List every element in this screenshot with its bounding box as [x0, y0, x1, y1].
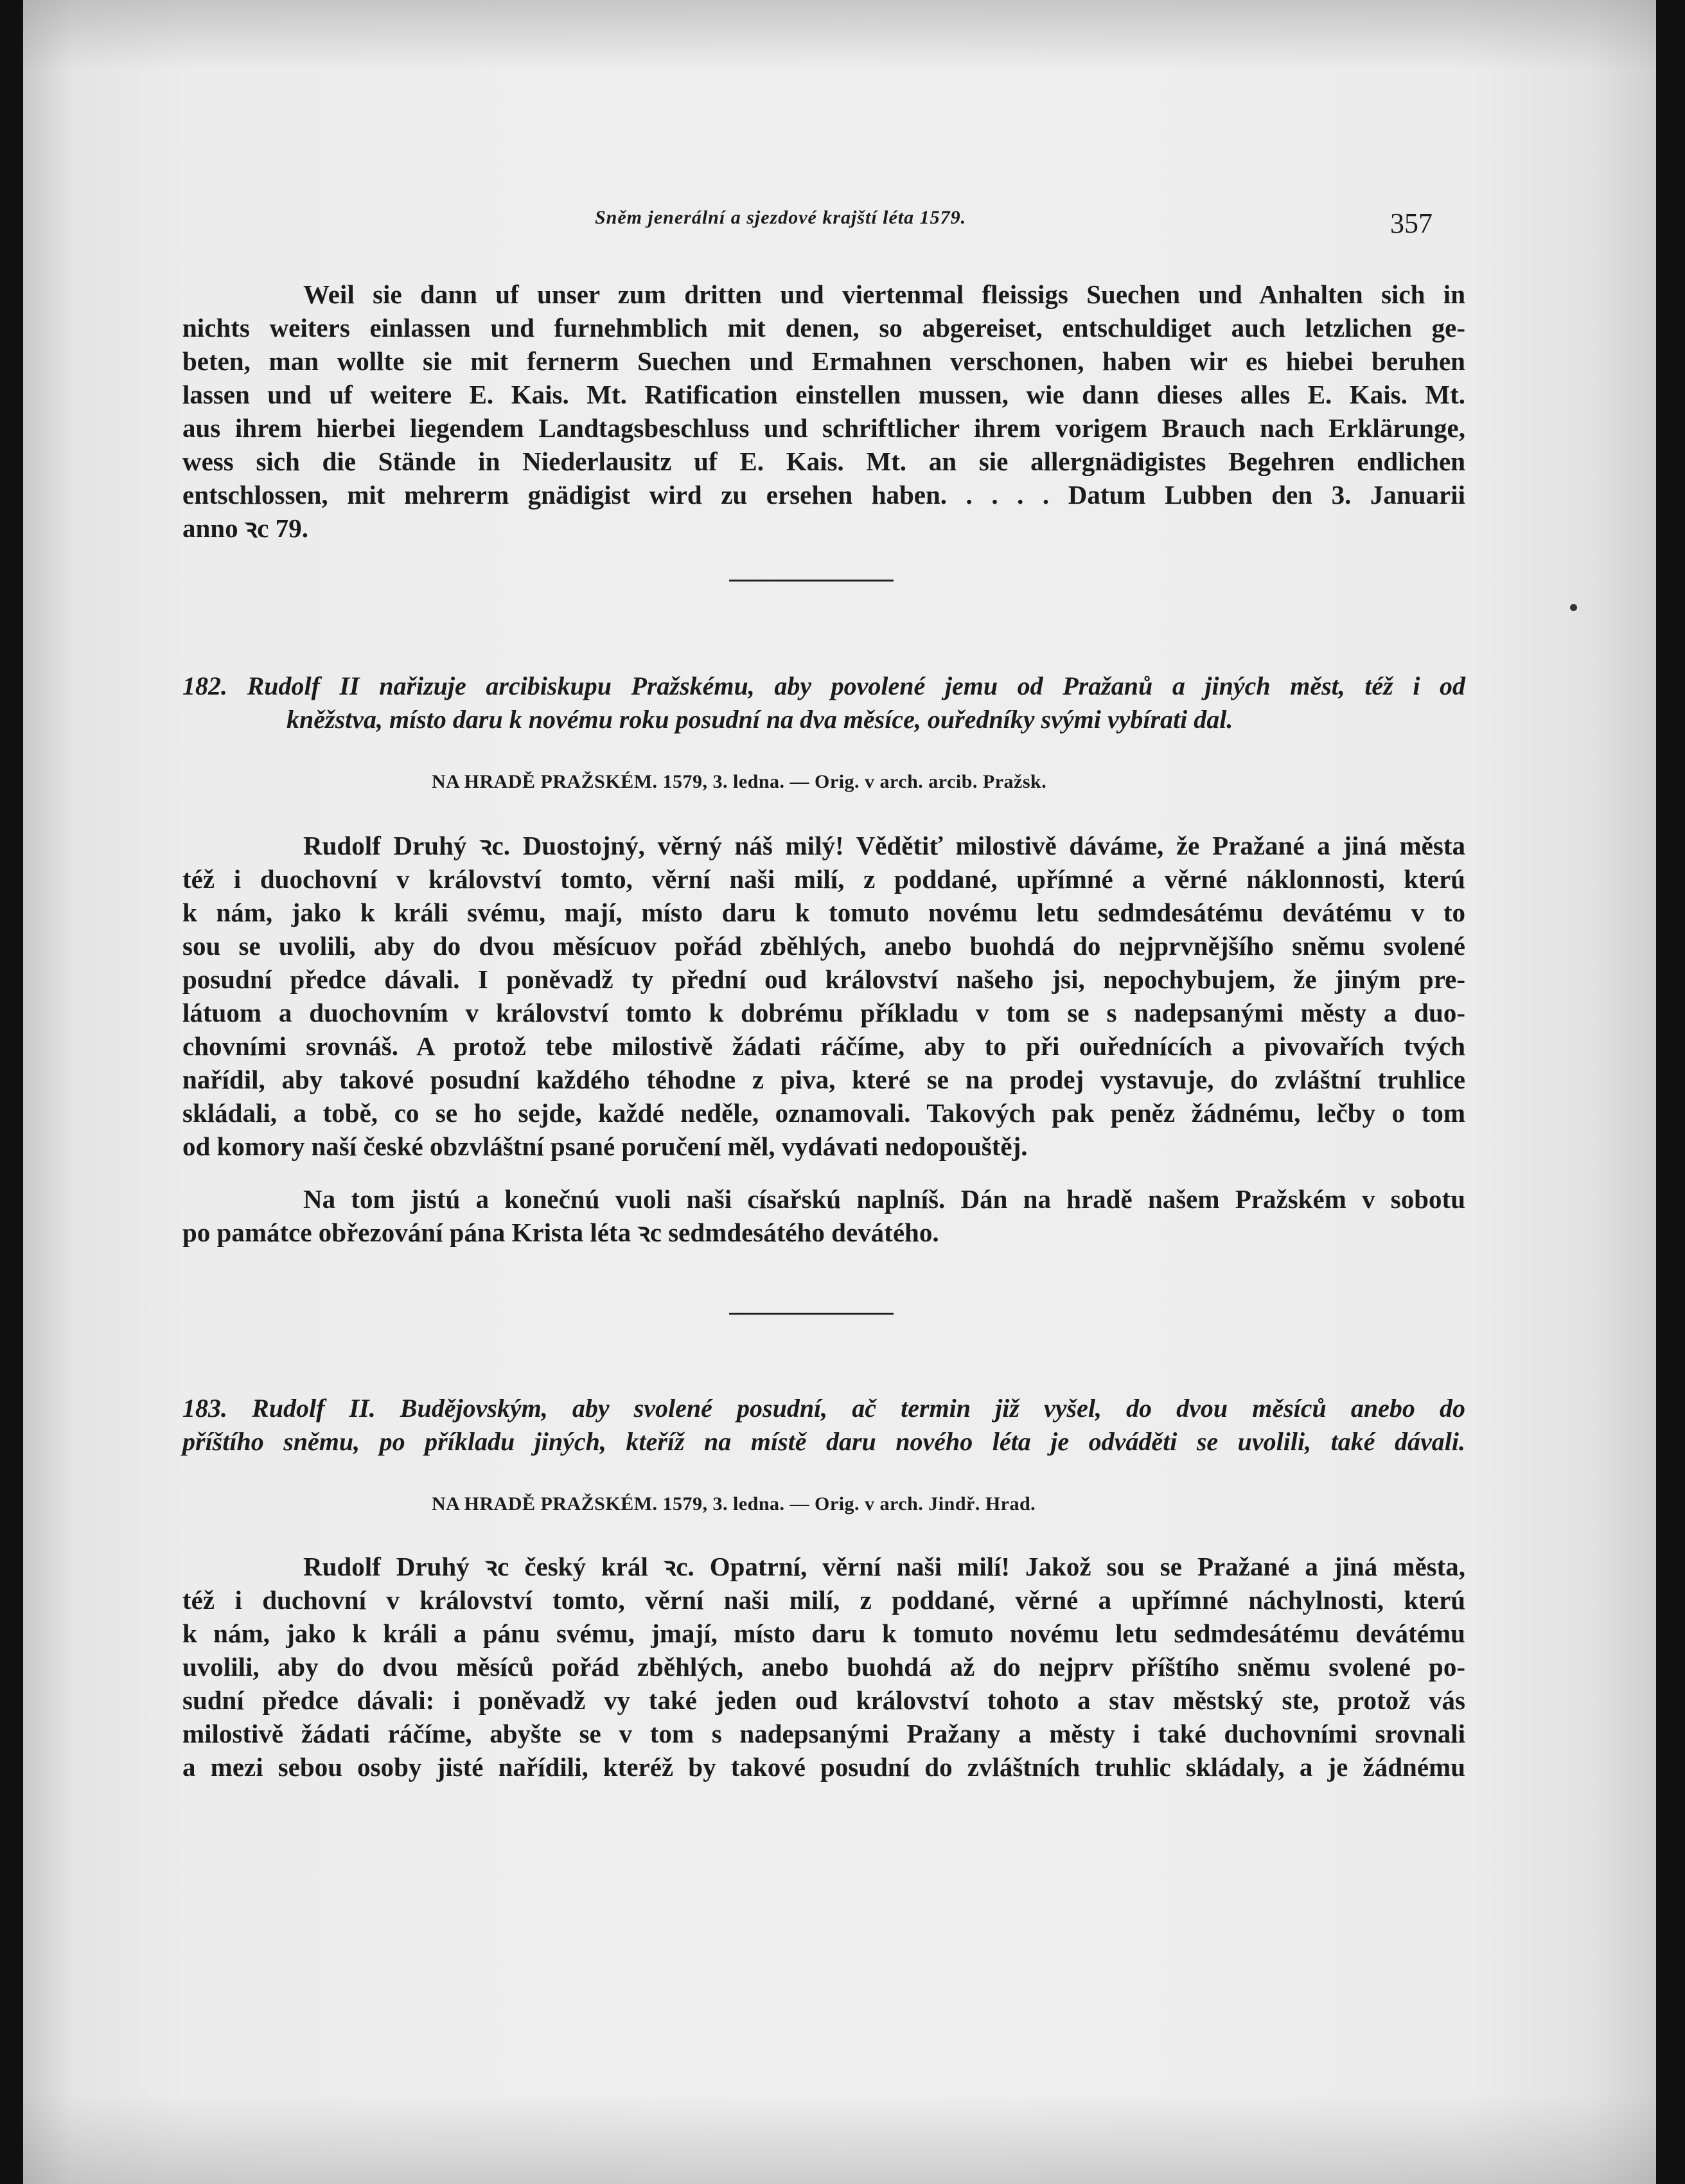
text-line: posudní předce dávali. I poněvadž ty přední oud království našeho jsi, nepochybujem, že jiným pre- [182, 964, 1465, 994]
text-line: chovními srovnáš. A protož tebe milostivě žádati ráčíme, aby to při ouřednících a pivovařích tvých [182, 1031, 1465, 1061]
document-182-body [182, 829, 1465, 1163]
text-line: od komory naší české obzvláštní psané poručení měl, vydávati nedopouštěj. [182, 1132, 1028, 1161]
text-line: Rudolf Druhý ꝛc český král ꝛc. Opatrní, věrní naši milí! Jakož sou se Pražané a jiná města, [303, 1552, 1465, 1581]
text-line: sou se uvolili, aby do dvou měsícuov pořád zběhlých, anebo buohdá do nejprvnějšího sněmu svolené [182, 931, 1465, 961]
document-182-source: NA HRADĚ PRAŽSKÉM. 1579, 3. ledna. — Orig. v arch. arcib. Pražsk. [432, 771, 1047, 792]
text-line: látuom a duochovním v království tomto k dobrému příkladu v tom se s nadepsanými městy a duo- [182, 998, 1465, 1027]
text-line: nichts weiters einlassen und furnehmblich mit denen, so abgereiset, entschuldiget auch letzlichen ge- [182, 313, 1465, 342]
text-line: též i duochovní v království tomto, věrní naši milí, z poddané, upřímné a věrné náklonnosti, kterú [182, 864, 1465, 894]
scan-speck [1570, 604, 1577, 611]
text-line: beten, man wollte sie mit fernerm Suechen und Ermahnen verschonen, haben wir es hiebei beruhen [182, 346, 1465, 376]
text-line: Na tom jistú a konečnú vuoli naši císařskú naplníš. Dán na hradě našem Pražském v sobotu [303, 1184, 1465, 1214]
document-183-source: NA HRADĚ PRAŽSKÉM. 1579, 3. ledna. — Orig. v arch. Jindř. Hrad. [432, 1493, 1036, 1514]
text-line: uvolili, aby do dvou měsíců pořád zběhlých, anebo buohdá až do nejprv příštího sněmu svolené po- [182, 1652, 1465, 1682]
text-line: Weil sie dann uf unser zum dritten und viertenmal fleissigs Suechen und Anhalten sich in [303, 280, 1465, 309]
document-183-body [182, 1550, 1465, 1784]
heading-line: kněžstva, místo daru k novému roku posudní na dva měsíce, ouředníky svými vybírati dal. [287, 705, 1233, 734]
text-line: wess sich die Stände in Niederlausitz uf E. Kais. Mt. an sie allergnädigistes Begehren endlichen [182, 447, 1465, 476]
text-line: anno ꝛc 79. [182, 513, 308, 543]
heading-line: příštího sněmu, po příkladu jiných, kteříž na místě daru nového léta je odváděti se uvolili, také dávali. [182, 1427, 1465, 1456]
section-divider [729, 1313, 894, 1315]
text-line: sudní předce dávali: i poněvadž vy také jeden oud království tohoto a stav městský ste, protož vás [182, 1685, 1465, 1715]
document-183-heading [182, 1392, 1465, 1459]
text-line: entschlossen, mit mehrerm gnädigist wird zu ersehen haben. . . . . Datum Lubben den 3. Januarii [182, 480, 1465, 510]
german-letter-paragraph [182, 278, 1465, 545]
scan-shadow-top [23, 0, 1656, 71]
running-header: Sněm jenerální a sjezdové krajští léta 1579. [595, 207, 967, 228]
text-line: též i duchovní v království tomto, věrní naši milí, z poddané, věrné a upřímné náchylnosti, kterú [182, 1585, 1465, 1615]
text-line: nařídil, aby takové posudní každého téhodne z piva, které se na prodej vystavuje, do zvláštní truhlice [182, 1065, 1465, 1094]
document-182-heading [182, 670, 1465, 736]
document-182-closing [182, 1182, 1465, 1249]
scan-shadow-bottom [23, 2094, 1656, 2184]
text-line: milostivě žádati ráčíme, abyšte se v tom s nadepsanými Pražany a městy i také duchovními srovnali [182, 1719, 1465, 1748]
text-line: skládali, a tobě, co se ho sejde, každé neděle, oznamovali. Takových pak peněz žádnému, lečby o tom [182, 1098, 1465, 1128]
text-line: k nám, jako k králi svému, mají, místo daru k tomuto novému letu sedmdesátému devátému v to [182, 898, 1465, 927]
text-line: a mezi sebou osoby jisté nařídili, kteréž by takové posudní do zvláštních truhlic skládaly, a je žádnému [182, 1752, 1465, 1782]
text-line: k nám, jako k králi a pánu svému, jmají, místo daru k tomuto novému letu sedmdesátému devátému [182, 1619, 1465, 1648]
text-line: po památce obřezování pána Krista léta ꝛc sedmdesátého devátého. [182, 1218, 939, 1247]
page-number: 357 [1390, 208, 1433, 239]
text-line: lassen und uf weitere E. Kais. Mt. Ratification einstellen mussen, wie dann dieses alles E. Kais. Mt. [182, 380, 1465, 409]
page-scan [23, 0, 1656, 2184]
heading-line: 183. Rudolf II. Budějovským, aby svolené posudní, ač termin již vyšel, do dvou měsíců anebo do [182, 1394, 1465, 1423]
text-line: Rudolf Druhý ꝛc. Duostojný, věrný náš milý! Vědětiť milostivě dáváme, že Pražané a jiná města [303, 831, 1465, 860]
text-line: aus ihrem hierbei liegendem Landtagsbeschluss und schriftlicher ihrem vorigem Brauch nach Erklärunge, [182, 413, 1465, 443]
section-divider [729, 580, 894, 582]
heading-line: 182. Rudolf II nařizuje arcibiskupu Pražskému, aby povolené jemu od Pražanů a jiných měst, též i od [182, 671, 1465, 700]
